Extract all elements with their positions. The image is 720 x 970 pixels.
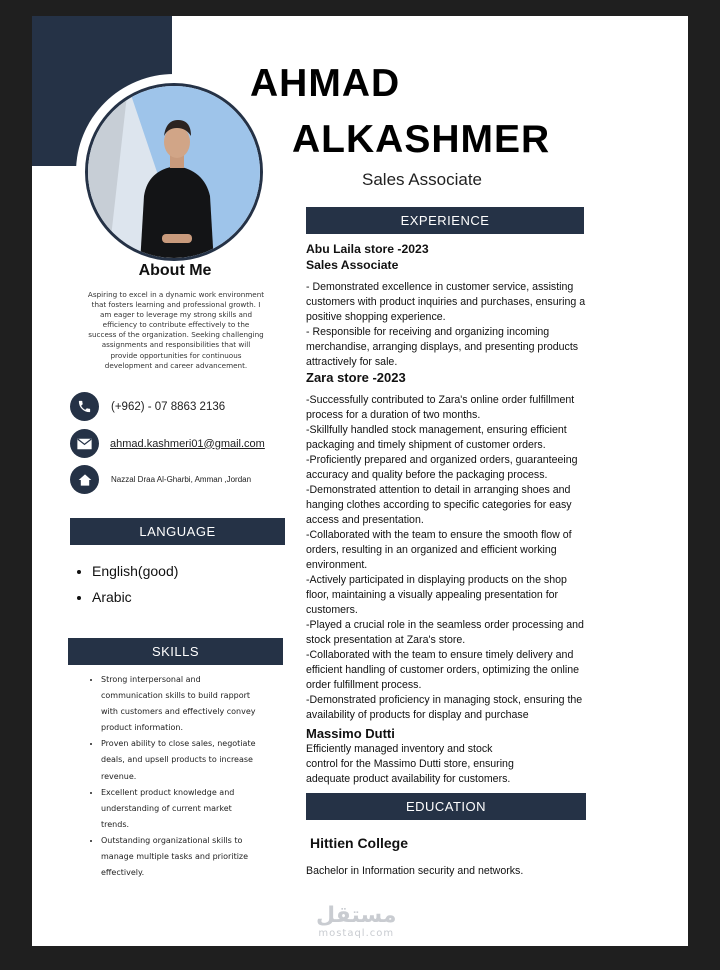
language-heading: LANGUAGE <box>70 518 285 545</box>
skill-item: • Excellent product knowledge and understanding of current market trends. <box>101 785 274 833</box>
job-company: Zara store -2023 <box>306 370 406 385</box>
job-company: Abu Laila store -2023 <box>306 242 429 256</box>
resume-page <box>32 16 688 946</box>
job-massimo-dutti <box>306 726 624 787</box>
first-name: AHMAD <box>250 62 401 105</box>
skills-heading: SKILLS <box>68 638 283 665</box>
degree-text: Bachelor in Information security and networks. <box>306 865 524 877</box>
language-item: • Arabic <box>92 584 178 610</box>
language-list <box>92 558 178 610</box>
job-description: -Successfully contributed to Zara's online order fulfillment process for a duration of two months. -Skillfully handled stock management, ensuring efficient packaging and timely shipment of customer orders. -Proficiently prepared and organized orders, guaranteeing accuracy and quality before the packaging process. -Demonstrated attention to detail in arranging shoes and hanging clothes according to specific categories for easy access and presentation. -Collaborated with the team to ensure the smooth flow of orders, resulting in an organized and efficient working environment. -Actively participated in displaying products on the shop floor, maintaining a visually appealing presentation for customers. -Played a crucial role in the seamless order processing and stock presentation at Zara's store. -Collaborated with the team to ensure timely delivery and efficient handling of customer orders, optimizing the online order fulfillment process. -Demonstrated proficiency in managing stock, ensuring the availability of products for display and purchase <box>306 394 584 721</box>
job-abu-laila <box>306 242 624 370</box>
phone-number: (+962) - 07 8863 2136 <box>111 400 226 413</box>
job-description: Efficiently managed inventory and stock control for the Massimo Dutti store, ensuring adequate product availability for customers. <box>306 743 514 785</box>
last-name: ALKASHMER <box>292 118 551 161</box>
contact-email <box>70 429 265 458</box>
watermark-latin: mostaql.com <box>318 928 395 939</box>
language-item: • English(good) <box>92 558 178 584</box>
phone-icon <box>70 392 99 421</box>
about-heading: About Me <box>138 262 212 279</box>
experience-heading: EXPERIENCE <box>306 207 584 234</box>
job-zara <box>306 370 624 723</box>
job-role: Sales Associate <box>306 257 399 272</box>
home-icon <box>70 465 99 494</box>
school-name: Hittien College <box>310 835 409 851</box>
skill-item: • Proven ability to close sales, negotiate deals, and upsell products to increase revenue. <box>101 736 274 784</box>
watermark <box>316 904 396 939</box>
watermark-arabic: مستقل <box>316 903 397 928</box>
person-portrait-icon <box>88 86 263 261</box>
skill-item: • Strong interpersonal and communication skills to build rapport with customers and effectively convey product information. <box>101 672 274 736</box>
skill-item: • Outstanding organizational skills to manage multiple tasks and prioritize effectively. <box>101 833 274 881</box>
email-link[interactable]: ahmad.kashmeri01@gmail.com <box>110 437 265 450</box>
job-company: Massimo Dutti <box>306 726 395 741</box>
about-text: Aspiring to excel in a dynamic work environment that fosters learning and professional growth. I am eager to leverage my strong skills and efficiency to contribute effectively to the success of the organization. Seeking challenging assignments and responsibilities that will provide opportunities for continuous development and career advancement. <box>87 290 265 370</box>
job-title: Sales Associate <box>362 170 483 189</box>
job-description: - Demonstrated excellence in customer service, assisting customers with product inquiries and purchases, ensuring a positive shopping experience. - Responsible for receiving and organizing incoming merchandise, arranging displays, and presenting products attractively for sale. <box>306 281 586 368</box>
contact-address <box>70 465 251 494</box>
skills-list <box>84 672 274 881</box>
profile-photo <box>85 83 263 261</box>
envelope-icon <box>70 429 99 458</box>
address-text: Nazzal Draa Al-Gharbi, Amman ,Jordan <box>111 475 252 484</box>
education-heading: EDUCATION <box>306 793 586 820</box>
contact-phone <box>70 392 225 421</box>
